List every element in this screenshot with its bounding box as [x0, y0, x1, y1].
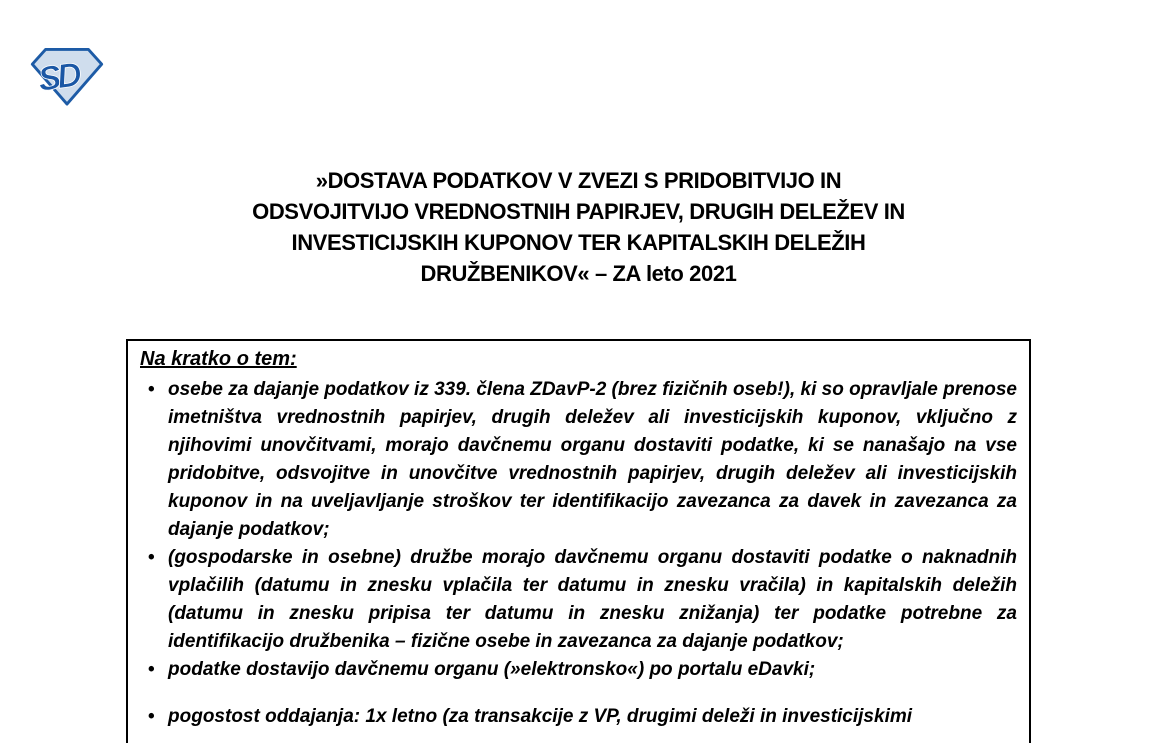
bullet-text-1: osebe za dajanje podatkov iz 339. člena ZDavP-2 (brez fizičnih oseb!), ki so opravljale prenose imetništva vrednostnih papirjev, drugih deležev ali investicijskih kuponov, vključno z njihovimi unovčitvami, morajo davčnemu organu dostaviti podatke, ki se nanašajo na vse pridobitve, odsvojitve in unovčitve vrednostnih papirjev, drugih deležev ali investicijskih kuponov in na uveljavljanje stroškov ter identifikacijo zavezanca za davek in zavezanca za dajanje podatkov;: [168, 379, 1017, 540]
bullet-text-2: (gospodarske in osebne) družbe morajo davčnemu organu dostaviti podatke o naknadnih vplačilih (datumu in znesku vplačila ter datumu in znesku vračila) in kapitalskih deležih (datumu in znesku pripisa ter datumu in znesku znižanja) ter podatke potrebne za identifikacijo družbenika – fizične osebe in zavezanca za dajanje podatkov;: [168, 547, 1017, 652]
svg-text:SD: SD: [35, 55, 81, 99]
bullet-icon: •: [148, 379, 155, 400]
summary-box: [126, 339, 1031, 743]
bullet-item-2: [140, 544, 1017, 656]
title-line-4: DRUŽBENIKOV« – ZA leto 2021: [420, 261, 737, 286]
bullet-text-4: pogostost oddajanja: 1x letno (za transakcije z VP, drugimi deleži in investicijskimi: [168, 706, 913, 727]
bullet-text-3: podatke dostavijo davčnemu organu (»elektronsko«) po portalu eDavki;: [168, 659, 816, 680]
title-line-2: ODSVOJITVIJO VREDNOSTNIH PAPIRJEV, DRUGIH DELEŽEV IN: [252, 199, 905, 224]
sd-logo: [30, 45, 104, 107]
document-title: [126, 165, 1031, 289]
summary-box-heading: Na kratko o tem:: [140, 348, 297, 370]
sd-shield-icon: [30, 45, 104, 107]
bullet-item-3: [140, 656, 1017, 684]
bullet-item-1: [140, 376, 1017, 544]
title-line-1: »DOSTAVA PODATKOV V ZVEZI S PRIDOBITVIJO IN: [315, 168, 842, 193]
bullet-icon: •: [148, 659, 155, 680]
bullet-item-4: [140, 703, 1017, 731]
bullet-icon: •: [148, 547, 155, 568]
summary-bullet-list: [140, 376, 1017, 731]
title-line-3: INVESTICIJSKIH KUPONOV TER KAPITALSKIH DELEŽIH: [291, 230, 866, 255]
bullet-icon: •: [148, 706, 155, 727]
